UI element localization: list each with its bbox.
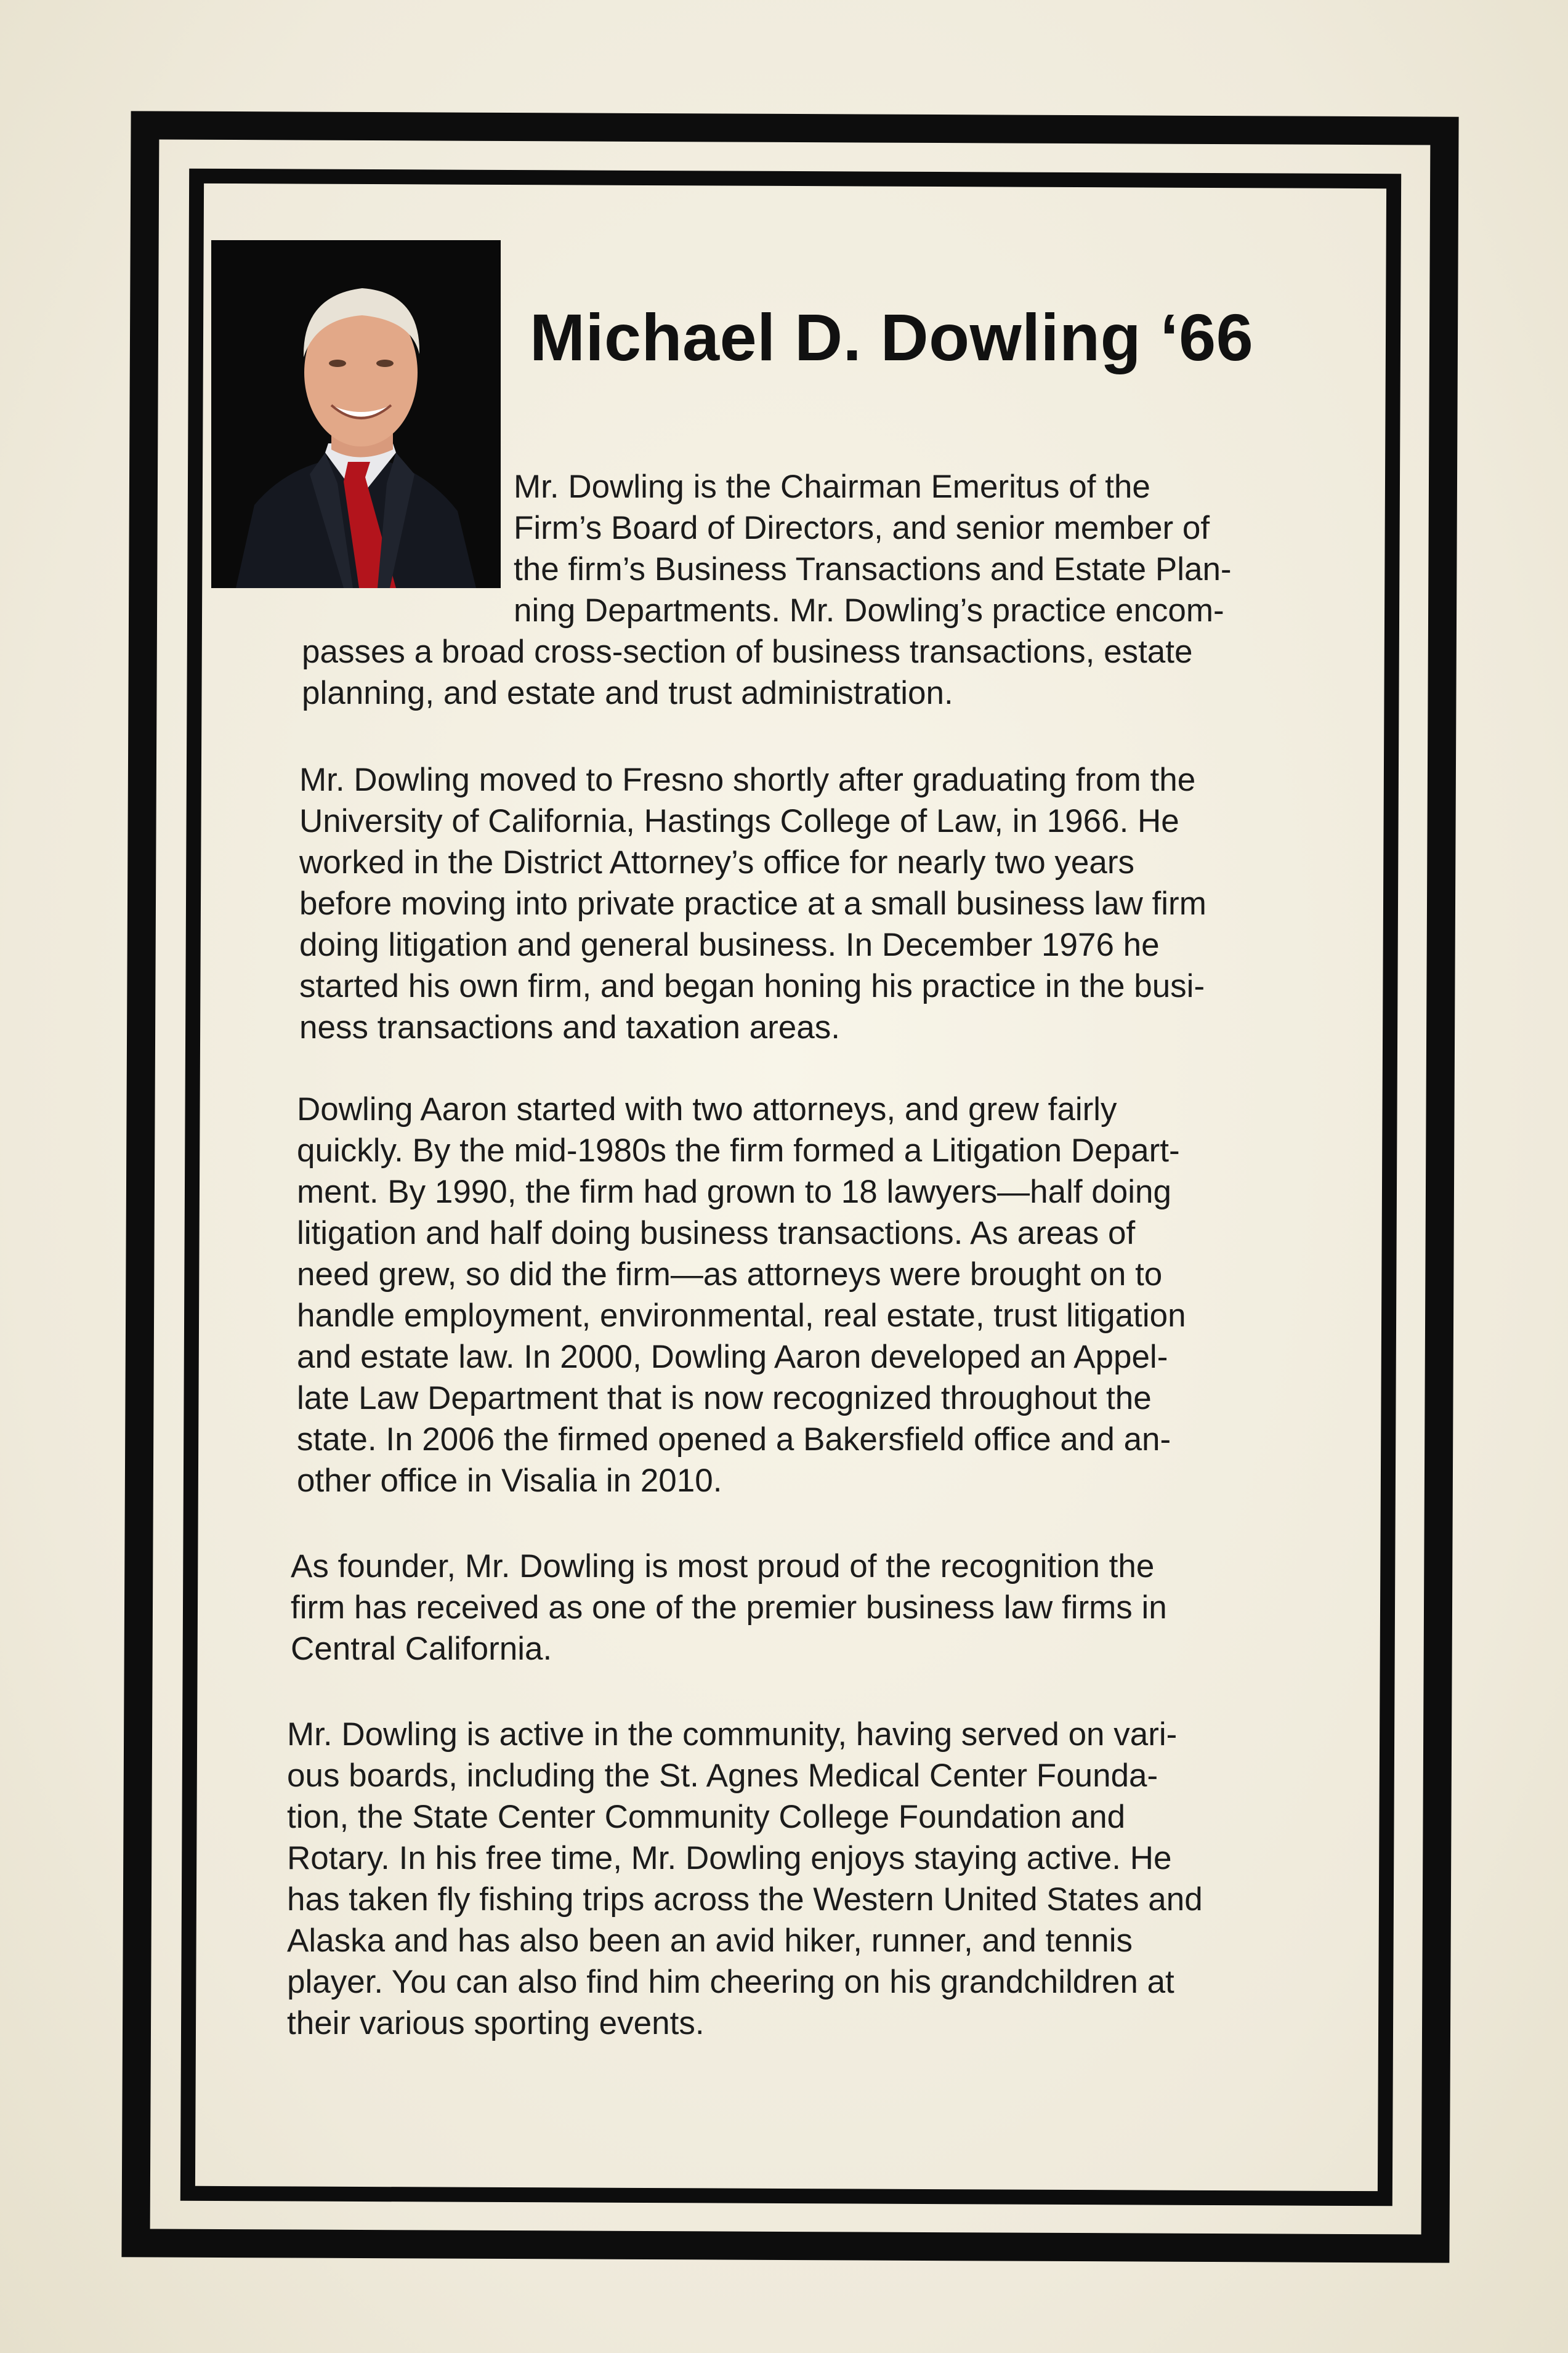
bio-line: quickly. By the mid-1980s the firm formed a Litigation Depart-: [297, 1132, 1180, 1169]
bio-line: need grew, so did the firm—as attorneys were brought on to: [297, 1256, 1163, 1293]
bio-line: Mr. Dowling moved to Fresno shortly after graduating from the: [299, 762, 1196, 798]
bio-line: handle employment, environmental, real estate, trust litigation: [297, 1298, 1186, 1334]
bio-line: Mr. Dowling is active in the community, having served on vari-: [287, 1716, 1178, 1753]
bio-line: player. You can also find him cheering on his grandchildren at: [287, 1964, 1174, 2000]
portrait-photo: [211, 240, 501, 588]
bio-line: doing litigation and general business. In December 1976 he: [299, 927, 1160, 963]
bio-line: worked in the District Attorney’s office for nearly two years: [299, 844, 1135, 881]
bio-line: University of California, Hastings College of Law, in 1966. He: [299, 803, 1179, 839]
bio-line: Rotary. In his free time, Mr. Dowling enjoys staying active. He: [287, 1840, 1172, 1876]
bio-line: the firm’s Business Transactions and Estate Plan-: [514, 551, 1232, 587]
bio-line: planning, and estate and trust administration.: [302, 675, 953, 711]
bio-line: ment. By 1990, the firm had grown to 18 lawyers—half doing: [297, 1174, 1171, 1210]
bio-line: Central California.: [291, 1631, 552, 1667]
bio-line: ous boards, including the St. Agnes Medical Center Founda-: [287, 1758, 1158, 1794]
bio-line: has taken fly fishing trips across the Western United States and: [287, 1881, 1203, 1918]
bio-line: their various sporting events.: [287, 2005, 705, 2041]
bio-line: started his own firm, and began honing his practice in the busi-: [299, 968, 1205, 1004]
bio-line: state. In 2006 the firmed opened a Bakersfield office and an-: [297, 1421, 1171, 1458]
page-title: Michael D. Dowling ‘66: [530, 300, 1254, 374]
bio-line: Mr. Dowling is the Chairman Emeritus of the: [514, 469, 1150, 505]
bio-line: Alaska and has also been an avid hiker, runner, and tennis: [287, 1923, 1133, 1959]
bio-line: other office in Visalia in 2010.: [297, 1463, 722, 1499]
bio-line: Firm’s Board of Directors, and senior member of: [514, 510, 1210, 546]
bio-line: As founder, Mr. Dowling is most proud of the recognition the: [291, 1548, 1155, 1584]
bio-line: passes a broad cross-section of business transactions, estate: [302, 634, 1193, 670]
bio-line: before moving into private practice at a small business law firm: [299, 886, 1206, 922]
bio-line: and estate law. In 2000, Dowling Aaron developed an Appel-: [297, 1339, 1168, 1375]
bio-line: litigation and half doing business transactions. As areas of: [297, 1215, 1136, 1251]
bio-line: ning Departments. Mr. Dowling’s practice encom-: [514, 592, 1224, 629]
bio-line: ness transactions and taxation areas.: [299, 1009, 840, 1046]
bio-line: tion, the State Center Community College Foundation and: [287, 1799, 1126, 1835]
bio-line: Dowling Aaron started with two attorneys, and grew fairly: [297, 1091, 1117, 1128]
bio-line: late Law Department that is now recognized throughout the: [297, 1380, 1152, 1416]
bio-line: firm has received as one of the premier business law firms in: [291, 1589, 1167, 1626]
